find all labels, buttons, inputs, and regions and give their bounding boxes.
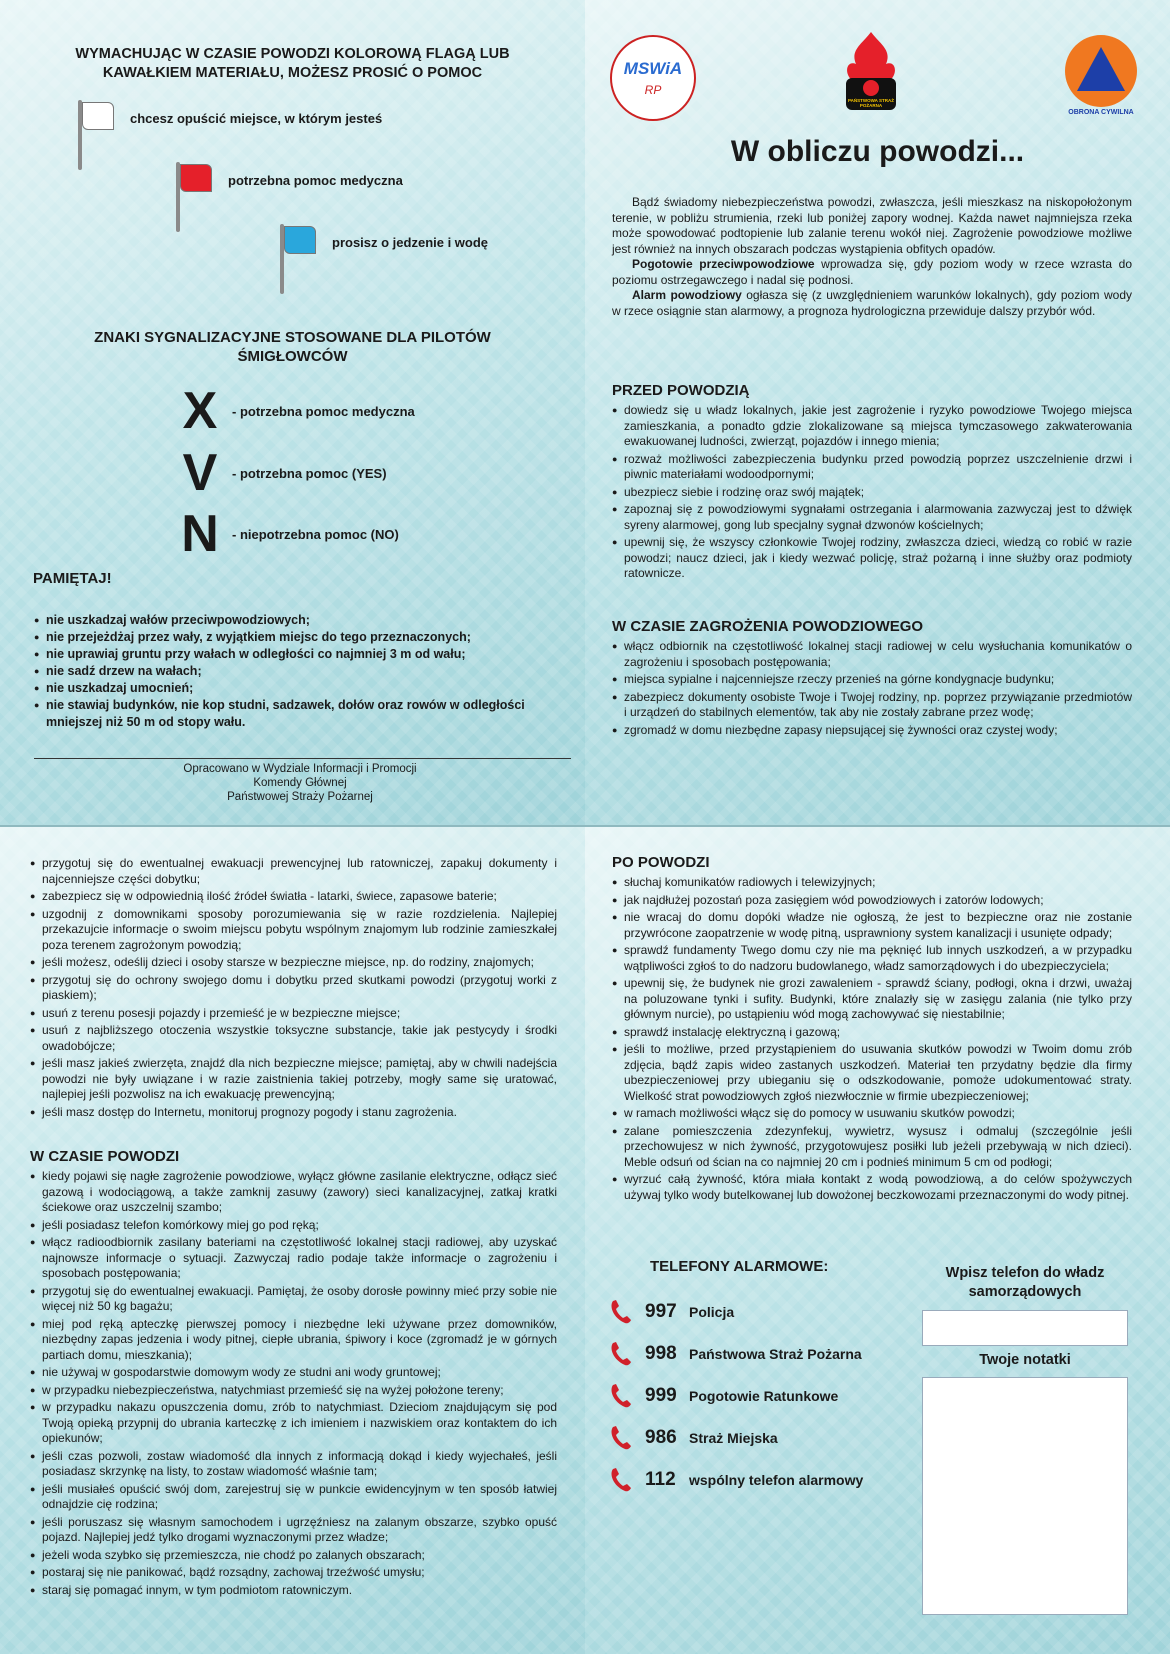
flag-red-label: potrzebna pomoc medyczna <box>228 172 403 188</box>
credits <box>150 762 450 804</box>
list-item: ● jeśli to możliwe, przed przystąpieniem do usuwania skutków powodzi w Twoim domu zrób zdjęcia, bądź zapis wideo zastanych uszkodzeń. Materiał ten przydatny będzie dla firmy ubezpieczeniowej przy ubieganiu się o odszkodowanie, pomoże udokumentować straty. Wielkość strat powodziowych zgłoś niezwłocznie w firmie ubezpieczeniowej; <box>612 1042 1132 1104</box>
panel-during <box>0 826 585 1654</box>
during-section <box>30 1148 557 1600</box>
signal-label: - potrzebna pomoc medyczna <box>232 403 415 419</box>
blue-flag-icon <box>280 224 320 294</box>
list-item: ● zabezpiecz się w odpowiednią ilość źródeł światła - latarki, świece, zapasowe baterie; <box>30 889 557 905</box>
list-item: ● przygotuj się do ewentualnej ewakuacji prewencyjnej lub ratowniczej, zapakuj dokumenty i najcenniejsze części dobytku; <box>30 856 557 887</box>
list-item: ● nie uszkadzaj umocnień; <box>34 680 544 697</box>
phone-label: Pogotowie Ratunkowe <box>689 1388 839 1404</box>
flag-blue-label: prosisz o jedzenie i wodę <box>332 234 489 250</box>
list-item: ● w przypadku nakazu opuszczenia domu, zrób to natychmiast. Dzieciom znajdującym się pod Twoją opieką przypnij do ubrania karteczkę z ich imieniem i nazwiskiem oraz kontaktem do ich opiekunów; <box>30 1400 557 1447</box>
section-heading: W CZASIE POWODZI <box>30 1148 180 1165</box>
signal-v <box>180 444 387 502</box>
signal-x <box>180 382 415 440</box>
list-item: ● jeśli musiałeś opuścić swój dom, zarejestruj się w punkcie ewidencyjnym w ten sposób łatwiej odnajdzie cię rodzina; <box>30 1482 557 1513</box>
threat-section <box>612 618 1132 740</box>
alarm-paragraph <box>612 288 1132 319</box>
list-item: ● zalane pomieszczenia zdezynfekuj, wywietrz, wysusz i odmaluj (szczególnie jeśli przechowujesz w nich żywność, przygotowujesz posiłki lub jeżeli przebywają w nich dzieci). Meble odsuń od ścian na co najmniej 20 cm i podnieś minimum 5 cm od podłogi; <box>612 1124 1132 1171</box>
flag-white-label: chcesz opuścić miejsce, w którym jesteś <box>130 110 383 126</box>
list-item: ● miej pod ręką apteczkę pierwszej pomocy i niezbędne leki używane przez domowników, niezbędny zapas jedzenia i wody pitnej, ciepłe ubrania, śpiwory i koce (zgromadź je w górnych partiach domu, mieszkania); <box>30 1317 557 1364</box>
list-item: ● jeśli masz jakieś zwierzęta, znajdź dla nich bezpieczne miejsce; pamiętaj, aby w chwili nadejścia powodzi nie były uwiązane i w razie zaistnienia takiej potrzeby, mogły same się uratować, najlepiej jeśli pozwolisz na ich ewakuację prewencyjną; <box>30 1056 557 1103</box>
mswia-logo-icon <box>610 35 696 121</box>
panel-after <box>585 826 1170 1654</box>
list-item: ● usuń z terenu posesji pojazdy i przemieść je w bezpieczne miejsce; <box>30 1006 557 1022</box>
list-item: ● jeśli czas pozwoli, zostaw wiadomość dla innych z informacją dokąd i kiedy wyjechałeś, jeśli posiadasz skrzynkę na listy, to zostaw wiadomość właśnie tam; <box>30 1449 557 1480</box>
signal-letter: X <box>182 382 218 440</box>
flags-heading: WYMACHUJĄC W CZASIE POWODZI KOLOROWĄ FLAGĄ LUB KAWAŁKIEM MATERIAŁU, MOŻESZ PROSIĆ O POMOC <box>75 46 510 81</box>
phone-number: 999 <box>645 1385 677 1406</box>
signal-label: - niepotrzebna pomoc (NO) <box>232 526 399 542</box>
list-item: ● przygotuj się do ewentualnej ewakuacji. Pamiętaj, że osoby dorosłe powinny mieć przy sobie nie więcej niż 50 kg bagażu; <box>30 1284 557 1315</box>
pogotowie-desc: wprowadza się, gdy poziom wody w rzece wzrasta do poziomu ostrzegawczego i nadal się podnosi. <box>612 257 1132 287</box>
list-item: ● włącz odbiornik na częstotliwość lokalnej stacji radiowej w celu wysłuchania komunikatów o zagrożeniu i sposobach postępowania; <box>612 639 1132 670</box>
credits-line: Opracowano w Wydziale Informacji i Promocji <box>183 763 417 775</box>
list-item: ● dowiedz się u władz lokalnych, jakie jest zagrożenie i ryzyko powodziowe Twojego miejsca zamieszkania, a ponadto gdzie zlokalizowane są miejsca tymczasowego zakwaterowania ewakuowanej ludności, zwierząt, pojazdów i innego mienia; <box>612 403 1132 450</box>
prep-list <box>30 856 557 1122</box>
list-item: ● wyrzuć całą żywność, która miała kontakt z wodą powodziową, a do celów spożywczych używaj tylko wody butelkowanej lub dowożonej beczkowozami przeznaczonymi do wody pitnej. <box>612 1172 1132 1203</box>
after-list <box>612 875 1132 1203</box>
credits-line: Państwowej Straży Pożarnej <box>227 791 373 803</box>
notes-field[interactable] <box>922 1377 1128 1615</box>
list-item: ● nie przejeżdżaj przez wały, z wyjątkiem miejsc do tego przeznaczonych; <box>34 629 544 646</box>
notes-heading: Twoje notatki <box>979 1352 1071 1368</box>
list-item: ● staraj się pomagać innym, w tym podmiotom ratowniczym. <box>30 1583 557 1599</box>
list-item: ● nie uszkadzaj wałów przeciwpowodziowych; <box>34 612 544 629</box>
list-item: ● nie używaj w gospodarstwie domowym wody ze studni ani wody gruntowej; <box>30 1365 557 1381</box>
phone-label: Policja <box>689 1304 735 1320</box>
signals-heading: ZNAKI SYGNALIZACYJNE STOSOWANE DLA PILOTÓW ŚMIGŁOWCÓW <box>94 329 491 365</box>
list-item: ● upewnij się, że wszyscy członkowie Twojej rodziny, zwłaszcza dzieci, wiedzą co robić w razie powodzi; naucz dzieci, jak i kiedy wezwać policję, straż pożarną i inne służby oraz podmioty ratownicze. <box>612 535 1132 582</box>
phone-number: 998 <box>645 1343 677 1364</box>
civil-defence-logo-icon <box>1065 35 1137 116</box>
phone-icon <box>607 1382 635 1410</box>
list-item: ● postaraj się nie panikować, bądź rozsądny, zachowaj trzeźwość umysłu; <box>30 1565 557 1581</box>
section-heading: PRZED POWODZIĄ <box>612 382 750 399</box>
write-phone-heading: Wpisz telefon do władz samorządowych <box>945 1265 1105 1300</box>
phone-label: wspólny telefon alarmowy <box>689 1472 864 1488</box>
alarm-desc: ogłasza się (z uwzględnieniem warunków lokalnych), gdy poziom wody w rzece osiągnie stan alarmowy, a prognoza hydrologiczna przewiduje dalszy przybór wód. <box>612 288 1132 318</box>
list-item: ● sprawdź instalację elektryczną i gazową; <box>612 1025 1132 1041</box>
list-item: ● zapoznaj się z powodziowymi sygnałami ostrzegania i alarmowania zazwyczaj jest to dźwięk syreny alarmowej, gong lub specjalny sygnał dzwonów kościelnych; <box>612 502 1132 533</box>
mswia-logo-sub: RP <box>644 83 662 97</box>
list-item: ● kiedy pojawi się nagłe zagrożenie powodziowe, wyłącz główne zasilanie elektryczne, odłącz sieć gazową i wodociągową, a także zamknij zasuwy (zawory) sieci kanalizacyjnej, zatkaj kratki ściekowe oraz uszczelnij szambo; <box>30 1169 557 1216</box>
phones-heading: TELEFONY ALARMOWE: <box>650 1258 829 1275</box>
list-item: ● jeśli poruszasz się własnym samochodem i ugrzęźniesz na zalanym obszarze, szybko opuść pojazd. Najlepiej jedź tylko drogami wyznaczonymi przez władze; <box>30 1515 557 1546</box>
list-item: ● usuń z najbliższego otoczenia wszystkie toksyczne substancje, takie jak pestycydy i środki owadobójcze; <box>30 1023 557 1054</box>
phone-row-straz-miejska <box>607 1417 887 1459</box>
list-item: ● słuchaj komunikatów radiowych i telewizyjnych; <box>612 875 1132 891</box>
red-flag-icon <box>176 162 216 232</box>
phone-icon <box>607 1424 635 1452</box>
list-item: ● miejsca sypialne i najcenniejsze rzeczy przenieś na górne kondygnacje budynku; <box>612 672 1132 688</box>
logos <box>610 30 1150 120</box>
list-item: ● jeżeli woda szybko się przemieszcza, nie chodź po zalanych obszarach; <box>30 1548 557 1564</box>
section-heading: W CZASIE ZAGROŻENIA POWODZIOWEGO <box>612 618 924 635</box>
phones-list <box>607 1291 887 1501</box>
list-item: ● nie uprawiaj gruntu przy wałach w odległości co najmniej 3 m od wału; <box>34 646 544 663</box>
during-list <box>30 1169 557 1598</box>
list-item: ● rozważ możliwości zabezpieczenia budynku przed powodzią poprzez uszczelnienie drzwi i piwnic materiałami wodoodpornymi; <box>612 452 1132 483</box>
panel-intro <box>585 0 1170 826</box>
phone-number: 986 <box>645 1427 677 1448</box>
list-item: ● nie stawiaj budynków, nie kop studni, sadzawek, dołów oraz rowów w odległości mniejszej niż 50 m od stopy wału. <box>34 697 544 731</box>
mswia-logo-text: MSWiA <box>623 59 683 78</box>
phone-row-policja <box>607 1291 887 1333</box>
signal-label: - potrzebna pomoc (YES) <box>232 465 387 481</box>
phone-icon <box>607 1466 635 1494</box>
section-heading: PO POWODZI <box>612 854 710 871</box>
phone-row-112 <box>607 1459 887 1501</box>
before-section <box>612 382 1132 584</box>
phone-label: Państwowa Straż Pożarna <box>689 1346 862 1362</box>
list-item: ● uzgodnij z domownikami sposoby porozumiewania się w razie rozdzielenia. Najlepiej przekazujcie informacje o swoim miejscu pobytu wspólnym znajomym lub rodzinie zamieszkałej poza terenem zagrożonym powodzią; <box>30 907 557 954</box>
list-item: ● w przypadku niebezpieczeństwa, natychmiast przemieść się na wyżej położone tereny; <box>30 1383 557 1399</box>
list-item: ● upewnij się, że budynek nie grozi zawaleniem - sprawdź ściany, podłogi, okna i drzwi, uważaj na poluzowane tynki i sufity. Budynki, które znalazły się w zasięgu zalania (nie tylko przy głównym nurcie), po ustąpieniu wód mogą zachowywać się niestabilnie; <box>612 976 1132 1023</box>
flag-row-red <box>176 162 403 232</box>
list-item: ● jeśli masz dostęp do Internetu, monitoruj prognozy pogody i stanu zagrożenia. <box>30 1105 557 1121</box>
local-authority-phone-field[interactable] <box>922 1310 1128 1346</box>
intro-text <box>612 195 1132 319</box>
list-item: ● ubezpiecz siebie i rodzinę oraz swój majątek; <box>612 485 1132 501</box>
phone-number: 112 <box>645 1469 676 1490</box>
remember-heading: PAMIĘTAJ! <box>33 570 112 587</box>
list-item: ● nie sadź drzew na wałach; <box>34 663 544 680</box>
phone-label: Straż Miejska <box>689 1430 778 1446</box>
list-item: ● przygotuj się do ochrony swojego domu i dobytku przed skutkami powodzi (przygotuj worki z piaskiem); <box>30 973 557 1004</box>
list-item: ● w ramach możliwości włącz się do pomocy w usuwaniu skutków powodzi; <box>612 1106 1132 1122</box>
remember-list <box>34 612 544 731</box>
list-item: ● jeśli możesz, odeślij dzieci i osoby starsze w bezpieczne miejsce, np. do rodziny, znajomych; <box>30 955 557 971</box>
flag-row-blue <box>280 224 488 294</box>
phone-row-pogotowie <box>607 1375 887 1417</box>
signal-n <box>180 505 399 563</box>
list-item: ● zgromadź w domu niezbędne zapasy niepsującej się żywności oraz czystej wody; <box>612 723 1132 739</box>
phone-number: 997 <box>645 1301 677 1322</box>
alarm-term: Alarm powodziowy <box>632 288 742 302</box>
fold-line <box>0 825 1170 827</box>
list-item: ● nie wracaj do domu dopóki władze nie ogłoszą, że jest to bezpieczne oraz nie zostanie przywrócone zaopatrzenie w wodę pitną, usprawniony system kanalizacji i usunięte odpady; <box>612 910 1132 941</box>
signal-letter: V <box>182 444 218 502</box>
pogotowie-term: Pogotowie przeciwpowodziowe <box>632 257 815 271</box>
before-list <box>612 403 1132 582</box>
page-title: W obliczu powodzi... <box>730 135 1025 168</box>
white-flag-icon <box>78 100 118 170</box>
phone-icon <box>607 1340 635 1368</box>
panel-flags-signals <box>0 0 585 826</box>
civil-defence-logo-text: OBRONA CYWILNA <box>1068 109 1134 116</box>
flag-row-white <box>78 100 382 170</box>
list-item: ● jeśli posiadasz telefon komórkowy miej go pod ręką; <box>30 1218 557 1234</box>
phone-icon <box>607 1298 635 1326</box>
signal-letter: N <box>181 505 219 563</box>
list-item: ● włącz radioodbiornik zasilany bateriami na częstotliwość lokalnej stacji radiowej, aby uzyskać najnowsze informacje o sytuacji. Zazwyczaj radio podaje także informacje o zagrożeniu i sposobach postępowania; <box>30 1235 557 1282</box>
credits-line: Komendy Głównej <box>253 777 347 789</box>
list-item: ● zabezpiecz dokumenty osobiste Twoje i Twojej rodziny, np. poprzez przywiązanie przedmiotów i urządzeń do stabilnych elementów, tak aby nie zostały zabrane przez wodę; <box>612 690 1132 721</box>
after-section <box>612 854 1132 1205</box>
list-item: ● jak najdłużej pozostań poza zasięgiem wód powodziowych i zatorów lodowych; <box>612 893 1132 909</box>
psp-logo-icon <box>840 30 902 118</box>
list-item: ● sprawdź fundamenty Twego domu czy nie ma pęknięć lub innych uszkodzeń, a w przypadku wątpliwości zgłoś to do nadzoru budowlanego, władz samorządowych i do ubezpieczyciela; <box>612 943 1132 974</box>
psp-logo-text: PAŃSTWOWA STRAŻ POŻARNA <box>848 98 894 108</box>
pogotowie-paragraph <box>612 257 1132 288</box>
divider <box>34 758 571 759</box>
threat-list <box>612 639 1132 738</box>
phone-row-psp <box>607 1333 887 1375</box>
intro-paragraph: Bądź świadomy niebezpieczeństwa powodzi, zwłaszcza, jeśli mieszkasz na niskopołożonym terenie, w pobliżu strumienia, rzeki lub poniżej zapory wodnej. Każda nawet najmniejsza rzeka może spowodować podtopienie lub zalanie terenu wokół niej. Zagrożenie powodziowe możliwe jest również na innych obszarach podczas wystąpienia obfitych opadów. <box>612 195 1132 256</box>
